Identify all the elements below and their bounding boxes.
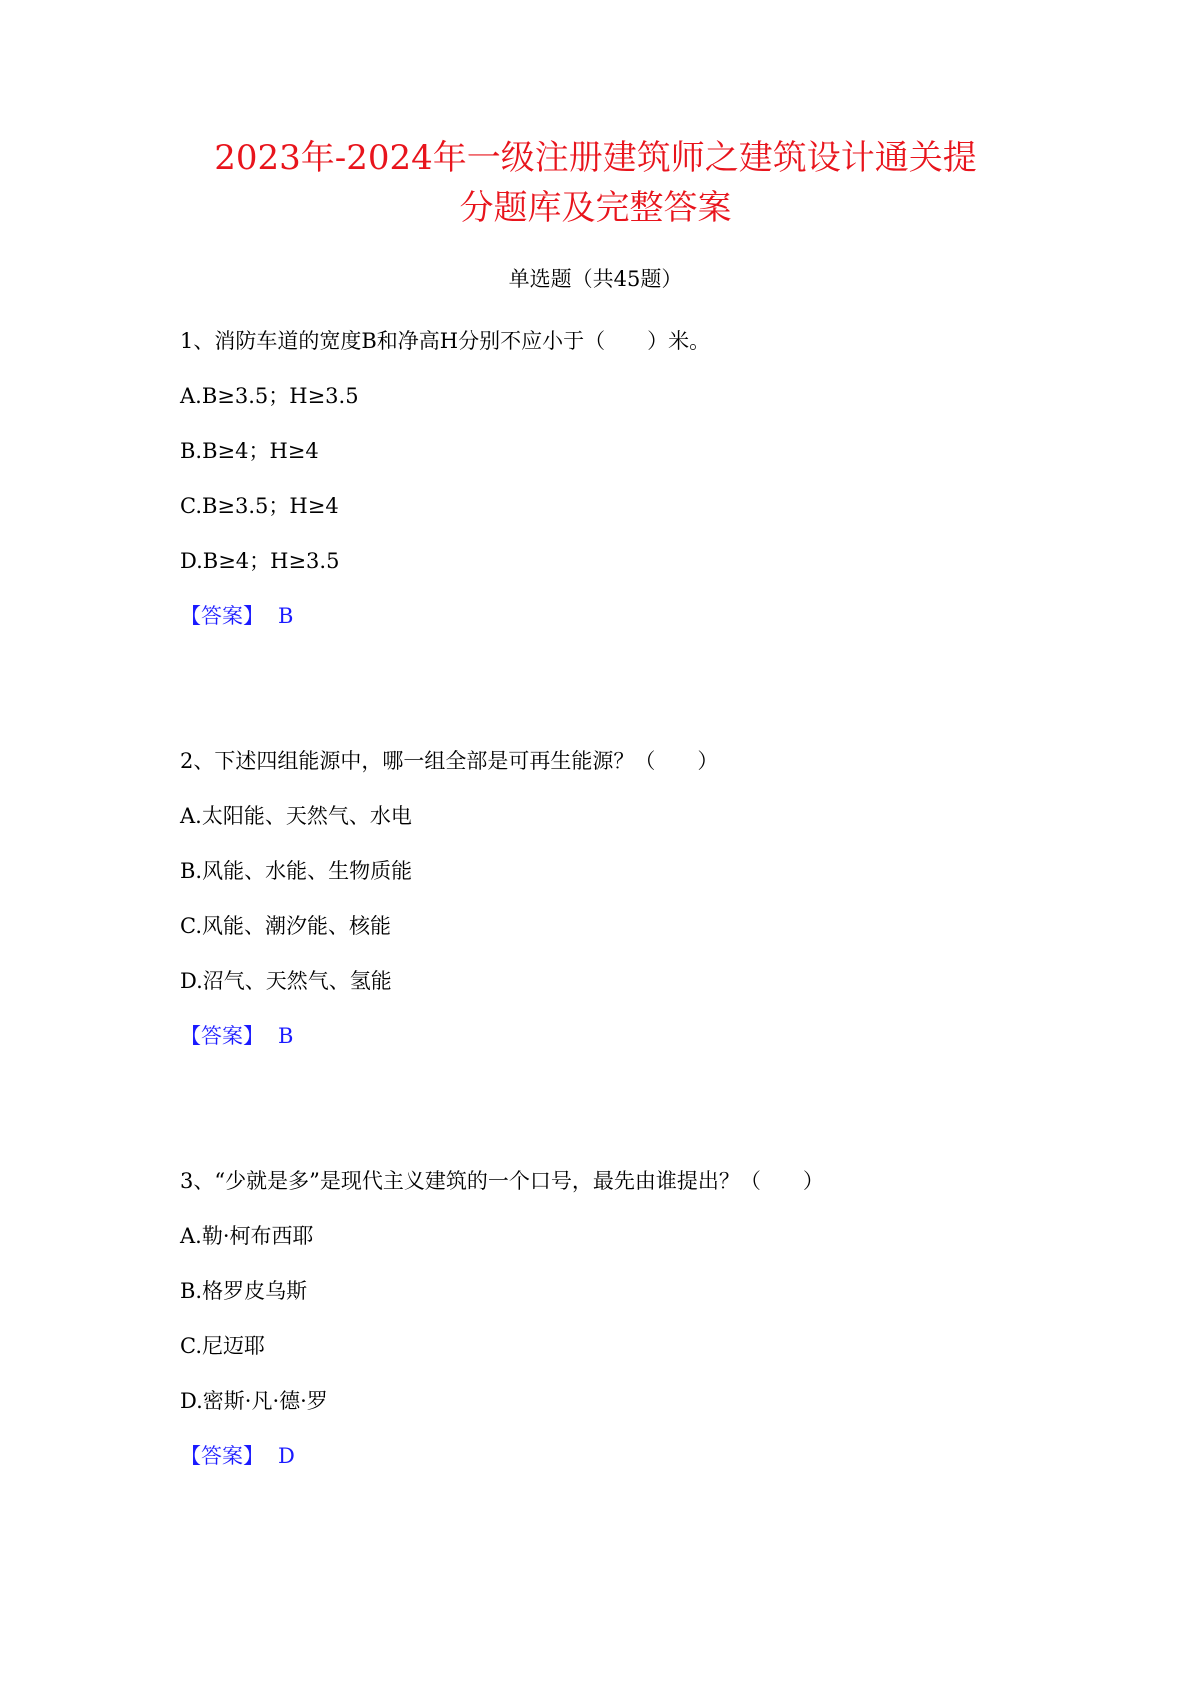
option-a: A.太阳能、天然气、水电 — [180, 804, 412, 828]
option-c: C.尼迈耶 — [180, 1334, 265, 1358]
answer-value: B — [278, 604, 294, 628]
option-a: A.B≥3.5；H≥3.5 — [180, 384, 359, 408]
option-b: B.格罗皮乌斯 — [180, 1279, 308, 1303]
option-d: D.沼气、天然气、氢能 — [180, 969, 392, 993]
document-title-line-2: 分题库及完整答案 — [459, 188, 732, 228]
answer-value: D — [278, 1444, 295, 1468]
answer-line — [180, 1441, 295, 1471]
option-b: B.B≥4；H≥4 — [180, 439, 319, 463]
option-d: D.B≥4；H≥3.5 — [180, 549, 340, 573]
question-stem: 1、消防车道的宽度B和净高H分别不应小于（ ）米。 — [180, 329, 711, 353]
answer-label: 【答案】 — [180, 604, 264, 628]
answer-label: 【答案】 — [180, 1024, 264, 1048]
option-c: C.B≥3.5；H≥4 — [180, 494, 339, 518]
answer-line — [180, 601, 293, 631]
option-d: D.密斯·凡·德·罗 — [180, 1389, 328, 1413]
section-heading: 单选题（共45题） — [508, 267, 683, 291]
option-c: C.风能、潮汐能、核能 — [180, 914, 391, 938]
question-stem: 3、“少就是多”是现代主义建筑的一个口号，最先由谁提出？（ ） — [180, 1169, 824, 1193]
document-title-line-1: 2023年-2024年一级注册建筑师之建筑设计通关提 — [214, 138, 977, 178]
answer-line — [180, 1021, 293, 1051]
answer-label: 【答案】 — [180, 1444, 264, 1468]
option-a: A.勒·柯布西耶 — [180, 1224, 314, 1248]
answer-value: B — [278, 1024, 294, 1048]
option-b: B.风能、水能、生物质能 — [180, 859, 413, 883]
question-stem: 2、下述四组能源中，哪一组全部是可再生能源？（ ） — [180, 749, 719, 773]
